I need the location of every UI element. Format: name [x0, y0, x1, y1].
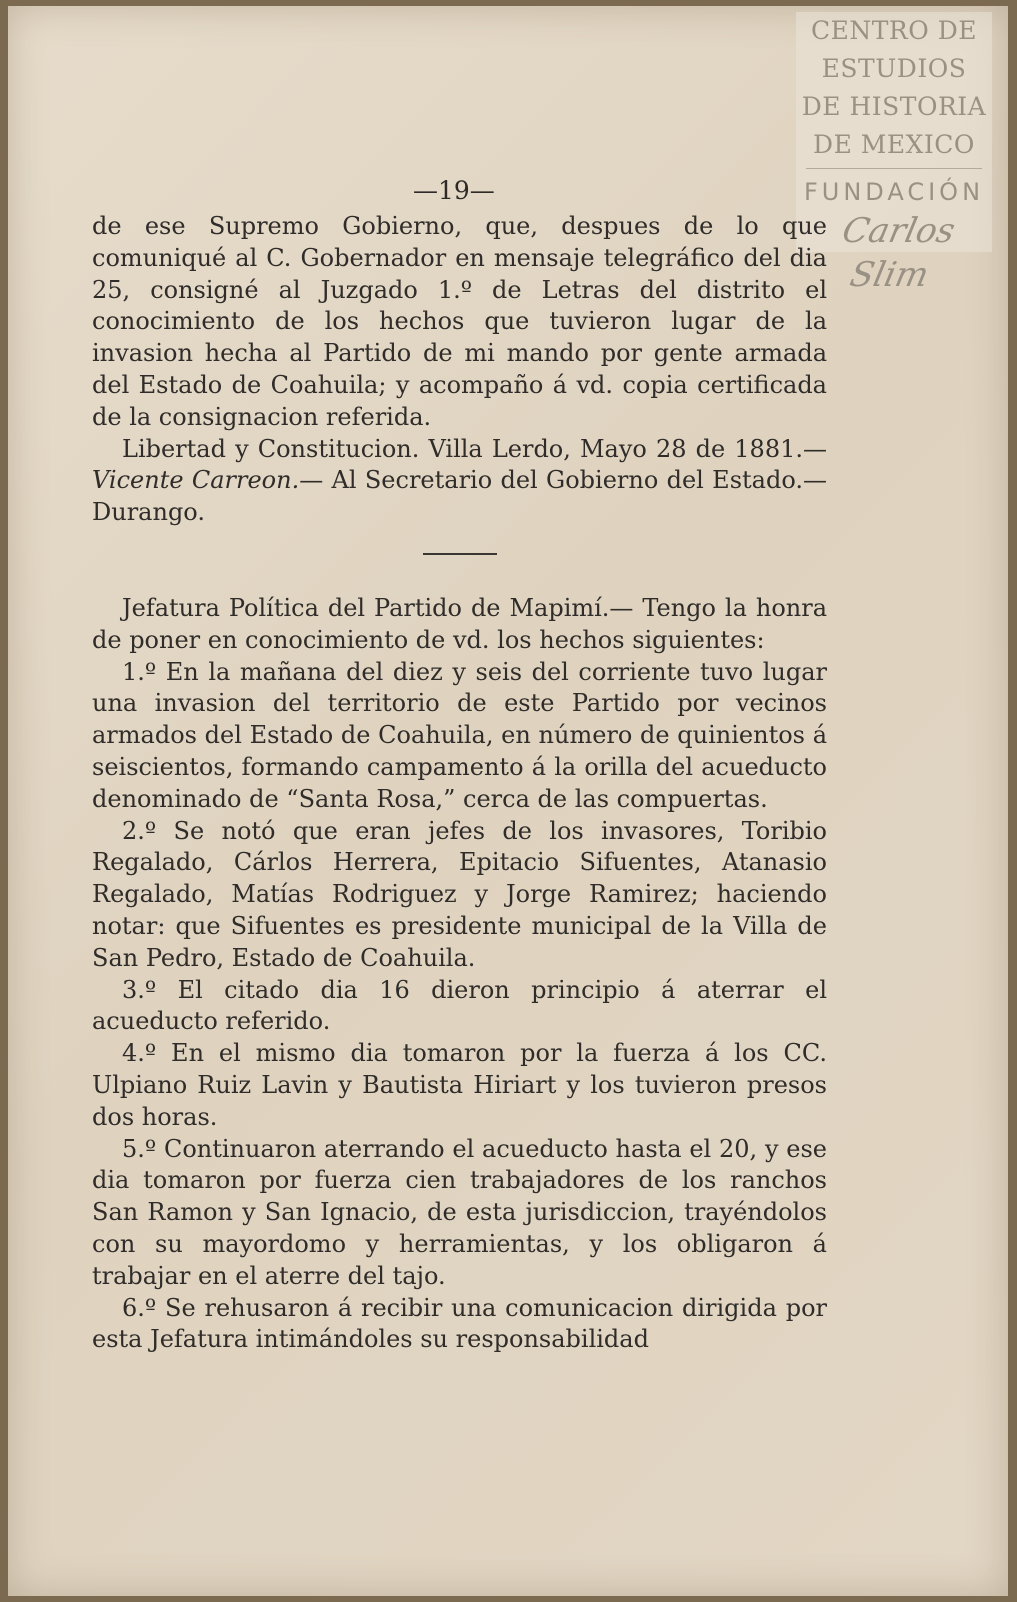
paragraph-item-1: 1.º En la mañana del diez y seis del corriente tuvo lugar una invasion del territorio de este Partido por vecinos armados del Estado de Coahuila, en número de quinientos á seiscientos, formando campamento á la orilla del acueducto denominado de “Santa Rosa,” cerca de las compuertas.: [92, 657, 827, 813]
watermark-line-4: DE MEXICO: [813, 130, 975, 159]
body-text: [92, 211, 827, 1356]
section-divider: [423, 553, 497, 555]
watermark-signature: Carlos Slim: [838, 211, 959, 295]
watermark-divider: [806, 168, 982, 169]
watermark-line-3: DE HISTORIA: [801, 92, 987, 121]
paragraph-item-5: 5.º Continuaron aterrando el acueducto hasta el 20, y ese dia tomaron por fuerza cien trabajadores de los ranchos San Ramon y San Ignacio, de esta jurisdiccion, trayéndolos con su mayordomo y herramientas, y los obligaron á trabajar en el aterre del tajo.: [92, 1134, 827, 1290]
paragraph-item-2: 2.º Se notó que eran jefes de los invasores, Toribio Regalado, Cárlos Herrera, Epitacio Sifuentes, Atanasio Regalado, Matías Rodriguez y Jorge Ramirez; haciendo notar: que Sifuentes es presidente municipal de la Villa de San Pedro, Estado de Coahuila.: [92, 816, 827, 972]
paragraph-intro: Jefatura Política del Partido de Mapimí.— Tengo la honra de poner en conocimiento de vd. los hechos siguientes:: [92, 593, 827, 654]
paragraph-item-4: 4.º En el mismo dia tomaron por la fuerza á los CC. Ulpiano Ruiz Lavin y Bautista Hiriart y los tuvieron presos dos horas.: [92, 1039, 827, 1131]
watermark-line-2: ESTUDIOS: [821, 54, 967, 83]
closing-recipient: — Al Secretario del Gobierno del Estado.— Durango.: [92, 466, 827, 527]
signatory-name: Vicente Carreon.: [92, 466, 300, 495]
paragraph-item-3: 3.º El citado dia 16 dieron principio á aterrar el acueducto referido.: [92, 975, 827, 1036]
paragraph-closing: [92, 434, 827, 529]
page-number: —19—: [413, 176, 495, 205]
closing-text: Libertad y Constitucion. Villa Lerdo, Mayo 28 de 1881.—: [122, 434, 827, 463]
paragraph-item-6: 6.º Se rehusaron á recibir una comunicacion dirigida por esta Jefatura intimándoles su responsabilidad: [92, 1293, 827, 1354]
watermark-line-1: CENTRO DE: [811, 16, 977, 45]
document-page: [8, 6, 1008, 1596]
watermark-foundation: FUNDACIÓN: [803, 178, 985, 206]
paragraph-continuation: de ese Supremo Gobierno, que, despues de lo que comuniqué al C. Gobernador en mensaje telegráfico del dia 25, consigné al Juzgado 1.º de Letras del distrito el conocimiento de los hechos que tuvieron lugar de la invasion hecha al Partido de mi mando por gente armada del Estado de Coahuila; y acompaño á vd. copia certificada de la consignacion referida.: [92, 212, 827, 431]
